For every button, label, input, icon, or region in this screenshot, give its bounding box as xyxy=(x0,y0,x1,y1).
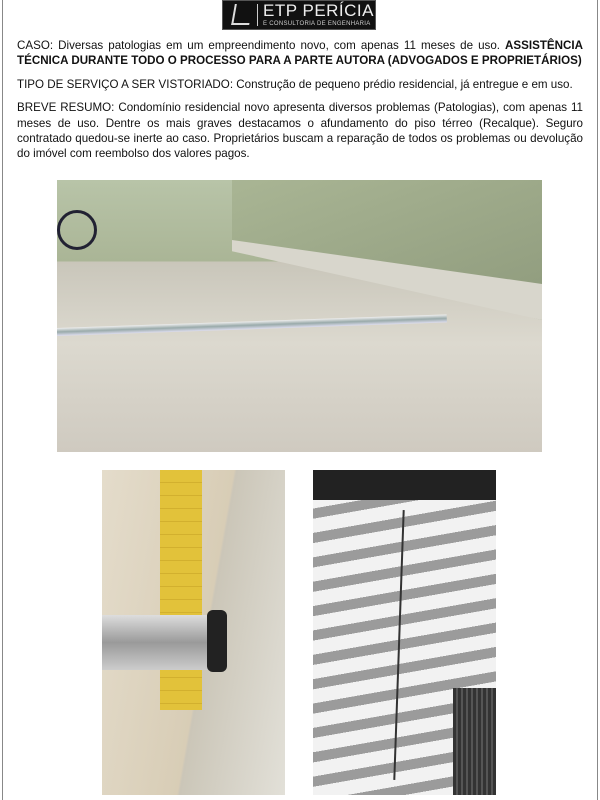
bicycle-wheel xyxy=(57,210,97,250)
logo-subtitle: E CONSULTORIA DE ENGENHARIA xyxy=(263,21,371,27)
service-type-label: TIPO DE SERVIÇO A SER VISTORIADO: xyxy=(17,77,234,91)
tape-measure-photo xyxy=(102,470,285,795)
case-bold-text: ASSISTÊNCIA TÉCNICA DURANTE TODO O PROCESSO PARA A PARTE AUTORA (ADVOGADOS E PROPRIETÁRIOS) xyxy=(17,39,583,68)
service-type-paragraph xyxy=(17,77,583,92)
service-type-text: Construção de pequeno prédio residencial, já entregue e em uso. xyxy=(233,77,573,91)
case-label: CASO: xyxy=(17,39,54,52)
summary-paragraph xyxy=(17,100,583,162)
summary-text: Condomínio residencial novo apresenta diversos problemas (Patologias), com apenas 11 meses de uso. Dentre os mais graves destacamos o afundamento do piso térreo (Recalque). Seguro contratado quedou-se inerte ao caso. Proprietários buscam a reparação de todos os problemas ou devolução do imóvel com reembolso dos valores pagos. xyxy=(17,101,583,161)
floor-level-photo xyxy=(57,180,542,452)
level-rod xyxy=(57,314,447,336)
summary-label: BREVE RESUMO: xyxy=(17,101,115,115)
floor-mat xyxy=(453,688,496,795)
logo-name: ETP PERÍCIA xyxy=(263,1,374,20)
logo-divider xyxy=(257,4,258,26)
company-logo xyxy=(222,0,376,30)
rod xyxy=(102,615,217,670)
floor-crack-photo xyxy=(313,470,496,795)
case-paragraph xyxy=(17,38,583,69)
rod-cap xyxy=(207,610,227,672)
case-description xyxy=(17,38,583,170)
tape-measure xyxy=(160,470,202,710)
shadow xyxy=(313,470,496,500)
case-text: Diversas patologias em um empreendimento novo, com apenas 11 meses de uso. xyxy=(53,39,506,52)
crack-line xyxy=(393,510,404,780)
logo-mark-icon xyxy=(231,4,253,25)
